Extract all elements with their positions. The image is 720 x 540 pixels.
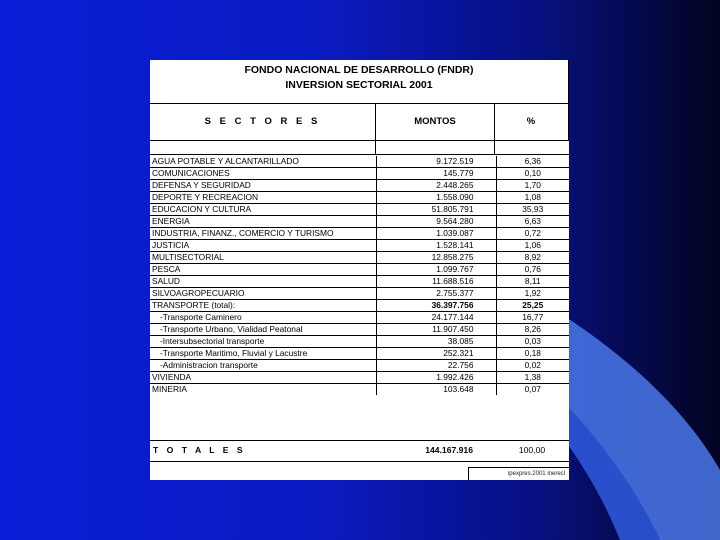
percent-cell: 16,77 <box>496 312 569 324</box>
table-title <box>150 60 569 104</box>
monto-cell: 2.755.377 <box>376 288 496 300</box>
percent-cell: 8,26 <box>496 324 569 336</box>
percent-cell: 0,02 <box>496 360 569 372</box>
monto-cell: 36.397.756 <box>376 300 496 312</box>
sector-cell: TRANSPORTE (total): <box>150 300 376 312</box>
sector-cell: -Transporte Caminero <box>150 312 376 324</box>
sector-cell: VIVIENDA <box>150 372 376 384</box>
monto-cell: 22.756 <box>376 360 496 372</box>
table-row <box>150 300 569 312</box>
percent-cell: 35,93 <box>496 204 569 216</box>
table-row <box>150 156 569 168</box>
monto-cell: 1.528.141 <box>376 240 496 252</box>
table-row <box>150 372 569 384</box>
sector-cell: AGUA POTABLE Y ALCANTARILLADO <box>150 156 376 168</box>
header-montos: MONTOS <box>375 103 495 141</box>
title-line-2: INVERSION SECTORIAL 2001 <box>285 79 433 91</box>
percent-cell: 0,18 <box>496 348 569 360</box>
sector-cell: DEFENSA Y SEGURIDAD <box>150 180 376 192</box>
sector-cell: MULTISECTORIAL <box>150 252 376 264</box>
sector-cell: SILVOAGROPECUARIO <box>150 288 376 300</box>
header-gap <box>150 141 569 155</box>
percent-cell: 0,72 <box>496 228 569 240</box>
percent-cell: 0,76 <box>496 264 569 276</box>
sector-cell: -Administracion transporte <box>150 360 376 372</box>
table-row <box>150 204 569 216</box>
monto-cell: 145.779 <box>376 168 496 180</box>
table-row <box>150 276 569 288</box>
percent-cell: 0,07 <box>524 384 541 395</box>
sector-cell: COMUNICACIONES <box>150 168 376 180</box>
percent-cell: 1,08 <box>496 192 569 204</box>
monto-cell: 11.688.516 <box>376 276 496 288</box>
table-row <box>150 348 569 360</box>
table-row <box>150 336 569 348</box>
investment-table-sheet <box>150 60 569 480</box>
percent-cell: 8,11 <box>496 276 569 288</box>
table-row <box>150 216 569 228</box>
sector-table <box>150 156 569 395</box>
percent-cell: 6,63 <box>496 216 569 228</box>
percent-cell: 25,25 <box>496 300 569 312</box>
monto-cell: 9.172.519 <box>376 156 496 168</box>
monto-cell: 1.558.090 <box>376 192 496 204</box>
table-row <box>150 228 569 240</box>
header-sectores: S E C T O R E S <box>150 103 376 141</box>
sector-cell: INDUSTRIA, FINANZ., COMERCIO Y TURISMO <box>150 228 376 240</box>
monto-cell: 38.085 <box>376 336 496 348</box>
table-row <box>150 264 569 276</box>
title-line-1: FONDO NACIONAL DE DESARROLLO (FNDR) <box>244 64 474 76</box>
monto-cell: 24.177.144 <box>376 312 496 324</box>
percent-cell: 6,36 <box>496 156 569 168</box>
sector-cell: JUSTICIA <box>150 240 376 252</box>
monto-cell: 11.907.450 <box>376 324 496 336</box>
sector-cell: ENERGIA <box>150 216 376 228</box>
monto-cell: 1.992.426 <box>376 372 496 384</box>
totals-label: T O T A L E S <box>153 445 246 455</box>
table-row <box>150 192 569 204</box>
header-percent: % <box>494 103 569 141</box>
table-row <box>150 360 569 372</box>
totals-percent: 100,00 <box>518 445 546 455</box>
percent-cell: 1,70 <box>496 180 569 192</box>
table-row <box>150 312 569 324</box>
sector-cell: MINERIA <box>150 384 376 396</box>
table-row <box>150 324 569 336</box>
table-row <box>150 168 569 180</box>
table-row <box>150 240 569 252</box>
percent-cell: 0,03 <box>496 336 569 348</box>
source-note: ipexpres.2001 inerecl <box>468 467 569 480</box>
percent-cell: 1,92 <box>496 288 569 300</box>
totals-monto: 144.167.916 <box>425 445 473 455</box>
monto-cell: 1.099.767 <box>376 264 496 276</box>
monto-cell: 2.448.265 <box>376 180 496 192</box>
totals-row <box>150 440 569 462</box>
sector-cell: PESCA <box>150 264 376 276</box>
sector-cell: -Transporte Maritimo, Fluvial y Lacustre <box>150 348 376 360</box>
sector-cell: DEPORTE Y RECREACION <box>150 192 376 204</box>
sector-cell: -Intersubsectorial transporte <box>150 336 376 348</box>
table-row <box>150 288 569 300</box>
percent-cell: 1,06 <box>496 240 569 252</box>
percent-cell: 8,92 <box>496 252 569 264</box>
sector-cell: EDUCACION Y CULTURA <box>150 204 376 216</box>
table-row <box>150 180 569 192</box>
monto-cell: 51.805.791 <box>376 204 496 216</box>
table-row <box>150 252 569 264</box>
monto-cell: 9.564.280 <box>376 216 496 228</box>
table-row <box>150 384 569 396</box>
monto-cell: 252.321 <box>376 348 496 360</box>
percent-cell: 0,10 <box>496 168 569 180</box>
sector-cell: SALUD <box>150 276 376 288</box>
monto-cell: 1.039.087 <box>376 228 496 240</box>
percent-cell: 1,38 <box>496 372 569 384</box>
monto-cell: 12.858.275 <box>376 252 496 264</box>
sector-cell: -Transporte Urbano, Vialidad Peatonal <box>150 324 376 336</box>
monto-cell: 103.648 <box>376 384 496 396</box>
